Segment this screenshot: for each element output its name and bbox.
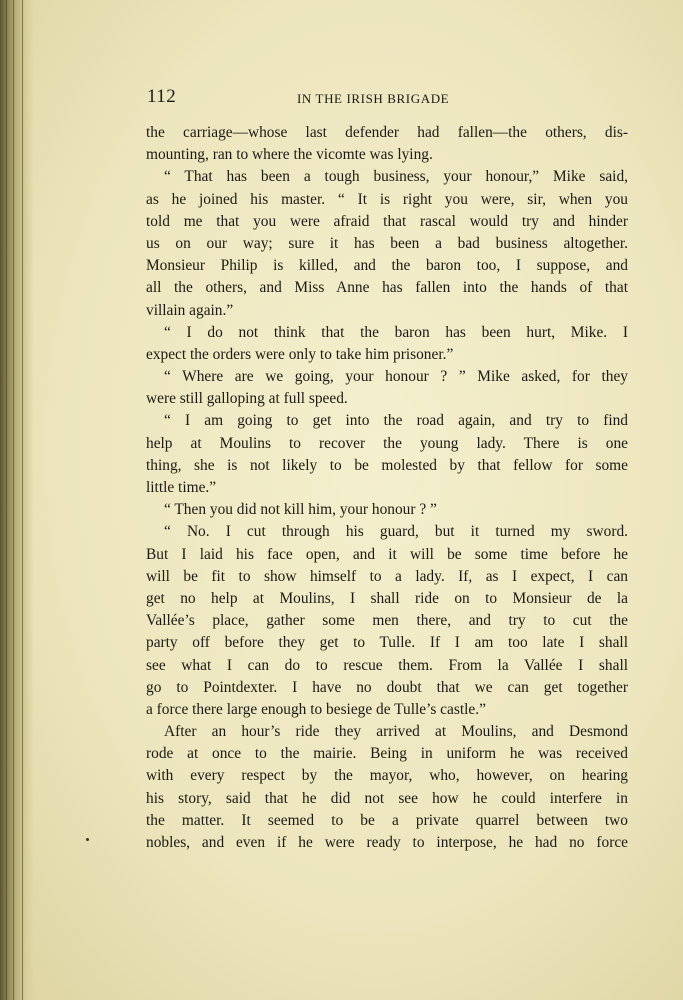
- text-line: After an hour’s ride they arrived at Moulins, and Desmond: [164, 723, 628, 741]
- text-line: rode at once to the mairie. Being in uniform he was received: [146, 745, 628, 763]
- text-line: get no help at Moulins, I shall ride on to Monsieur de la: [146, 589, 628, 607]
- text-line: nobles, and even if he were ready to interpose, he had no force: [146, 834, 628, 851]
- text-line: the carriage—whose last defender had fallen—the others, dis-: [146, 124, 628, 141]
- text-line: us on our way; sure it has been a bad business altogether.: [146, 234, 628, 252]
- text-line: “ Where are we going, your honour ? ” Mike asked, for they: [164, 368, 628, 386]
- text-line: little time.”: [146, 479, 217, 496]
- text-line: “ I do not think that the baron has been hurt, Mike. I: [164, 323, 628, 341]
- binding-line: [22, 0, 23, 1000]
- text-line: a force there large enough to besiege de Tulle’s castle.”: [146, 700, 486, 718]
- text-line: Monsieur Philip is killed, and the baron too, I suppose, and: [146, 257, 628, 275]
- text-line: were still galloping at full speed.: [146, 390, 348, 408]
- text-line: go to Pointdexter. I have no doubt that we can get together: [146, 678, 628, 696]
- margin-speck: [86, 838, 89, 841]
- text-line: “ Then you did not kill him, your honour ? ”: [164, 501, 437, 519]
- text-line: Vallée’s place, gather some men there, and try to cut the: [146, 612, 628, 630]
- text-line: all the others, and Miss Anne has fallen into the hands of that: [146, 279, 628, 297]
- text-line: But I laid his face open, and it will be some time before he: [146, 545, 628, 563]
- text-line: thing, she is not likely to be molested by that fellow for some: [146, 456, 628, 474]
- text-line: with every respect by the mayor, who, however, on hearing: [146, 767, 628, 785]
- text-line: “ I am going to get into the road again, and try to find: [164, 412, 628, 430]
- page-header: [147, 86, 627, 110]
- text-line: his story, said that he did not see how he could interfere in: [146, 789, 628, 807]
- text-line: mounting, ran to where the vicomte was lying.: [146, 146, 433, 164]
- text-line: as he joined his master. “ It is right you were, sir, when you: [146, 190, 628, 208]
- text-line: “ That has been a tough business, your honour,” Mike said,: [164, 168, 628, 186]
- binding-line: [13, 0, 14, 1000]
- text-line: see what I can do to rescue them. From la Vallée I shall: [146, 656, 628, 674]
- text-line: told me that you were afraid that rascal would try and hinder: [146, 212, 628, 230]
- binding-line: [6, 0, 7, 1000]
- text-line: will be fit to show himself to a lady. If, as I expect, I can: [146, 567, 628, 585]
- text-line: expect the orders were only to take him prisoner.”: [146, 345, 454, 363]
- text-line: help at Moulins to recover the young lady. There is one: [146, 434, 628, 452]
- body-text: [146, 122, 628, 854]
- page-number: 112: [147, 86, 177, 107]
- text-line: the matter. It seemed to be a private quarrel between two: [146, 811, 628, 829]
- running-head: IN THE IRISH BRIGADE: [297, 91, 450, 106]
- text-line: villain again.”: [146, 301, 234, 319]
- text-line: “ No. I cut through his guard, but it turned my sword.: [164, 523, 628, 541]
- text-line: party off before they get to Tulle. If I am too late I shall: [146, 634, 628, 652]
